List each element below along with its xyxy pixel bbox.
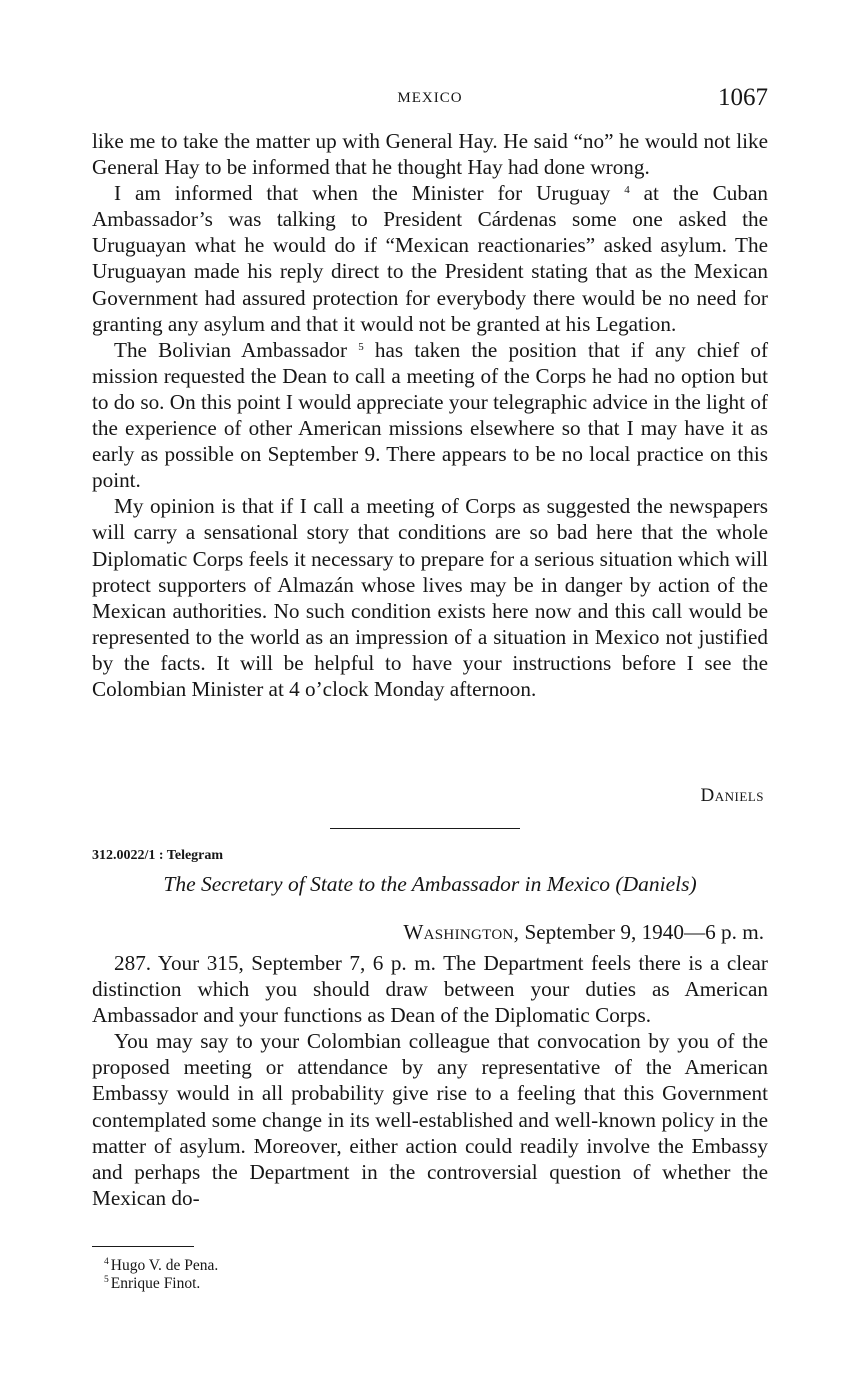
dateline (403, 920, 764, 945)
running-head-title: MEXICO (397, 90, 463, 106)
letter-paragraph-1: like me to take the matter up with General Hay. He said “no” he would not like General Hay to be informed that he thought Hay had done wrong. (92, 129, 768, 180)
footnote-reference-4: 4 (624, 184, 630, 197)
telegram-paragraph-1: 287. Your 315, September 7, 6 p. m. The Department feels there is a clear distinction which you should draw between your duties as American Ambassador and your functions as Dean of the Diplomatic Corps. (92, 951, 768, 1028)
paragraph-text: I am informed that when the Minister for Uruguay (114, 181, 625, 206)
document-heading: The Secretary of State to the Ambassador in Mexico (Daniels) (163, 872, 697, 896)
section-divider (330, 828, 520, 829)
running-head (92, 84, 768, 116)
paragraph-text: at the Cuban Ambassador’s was talking to President Cárdenas some one asked the Uruguayan what he would do if “Mexican reactionaries” asked asylum. The Uruguayan made his reply direct to the President stating that as the Mexican Government had assured protection for everybody there would be no need for granting any asylum and that it would not be granted at his Legation. (92, 181, 768, 336)
footnote-5 (104, 1275, 218, 1293)
footnote-mark: 5 (104, 1275, 109, 1285)
signature: Daniels (700, 785, 764, 806)
letter-paragraph-4: My opinion is that if I call a meeting of Corps as suggested the newspapers will carry a sensational story that conditions are so bad here that the whole Diplomatic Corps feels it necessary to prepare for a serious situation which will protect supporters of Almazán whose lives may be in danger by action of the Mexican authorities. No such condition exists here now and this call would be represented to the world as an impression of a situation in Mexico not justified by the facts. It will be helpful to have your instructions before I see the Colombian Minister at 4 o’clock Monday afternoon. (92, 494, 768, 701)
letter-body (92, 128, 768, 702)
footnote-4 (104, 1257, 218, 1275)
footnote-rule (92, 1246, 194, 1247)
dateline-date: September 9, 1940—6 p. m. (519, 920, 764, 944)
footnote-text: Hugo V. de Pena. (110, 1257, 219, 1274)
footnotes (104, 1257, 218, 1293)
paragraph-text: has taken the position that if any chief of mission requested the Dean to call a meeting of the Corps he had no option but to do so. On this point I would appreciate your telegraphic advice in the light of the experience of other American missions elsewhere so that I may have it as early as possible on September 9. There appears to be no local practice on this point. (92, 337, 768, 493)
page-number: 1067 (718, 84, 768, 111)
dateline-place: Washington, (403, 920, 520, 944)
telegram-body (92, 950, 768, 1211)
footnote-text: Enrique Finot. (110, 1275, 201, 1292)
telegram-paragraph-2: You may say to your Colombian colleague that convocation by you of the proposed meeting or attendance by any representative of the American Embassy would in all probability give rise to a feeling that this Government contemplated some change in its well-established and well-known policy in the matter of asylum. Moreover, either action could readily involve the Embassy and perhaps the Department in the controversial question of whether the Mexican do- (92, 1029, 768, 1210)
letter-paragraph-3 (92, 337, 768, 494)
footnote-reference-5: 5 (358, 340, 364, 353)
file-reference: 312.0022/1 : Telegram (92, 848, 224, 863)
footnote-mark: 4 (104, 1257, 109, 1267)
letter-paragraph-2 (92, 180, 768, 337)
paragraph-text: The Bolivian Ambassador (114, 337, 359, 362)
